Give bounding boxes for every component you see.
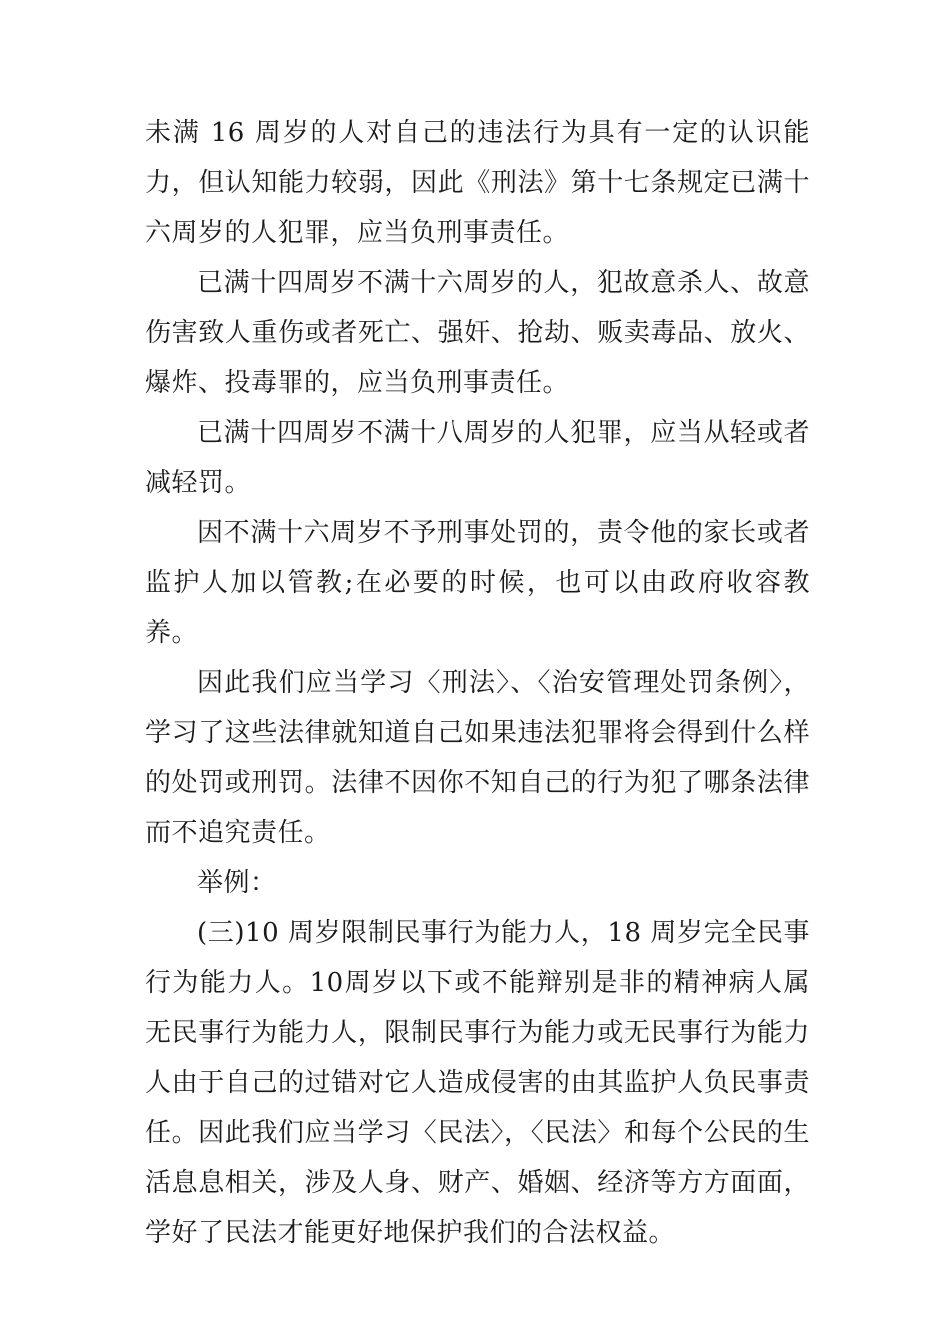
paragraph-6: 举例： bbox=[197, 868, 277, 898]
paragraph-7: (三)10 周岁限制民事行为能力人，18 周岁完全民事行为能力人。10周岁以下或不能辩别是非的精神病人属无民事行为能力人，限制民事行为能力或无民事行为能力人由于自己的过错对它人造成侵害的由其监护人负民事责任。因此我们应当学习〈民法〉，〈民法〉和每个公民的生活息息相关，涉及人身、财产、婚姻、经济等方方面面，学好了民法才能更好地保护我们的合法权益。 bbox=[145, 918, 810, 1248]
paragraph-4: 因不满十六周岁不予刑事处罚的，责令他的家长或者监护人加以管教;在必要的时候，也可以由政府收容教养。 bbox=[145, 518, 810, 648]
paragraph-3: 已满十四周岁不满十八周岁的人犯罪，应当从轻或者减轻罚。 bbox=[145, 418, 810, 498]
body-text bbox=[145, 108, 810, 1258]
paragraph-1: 未满 16 周岁的人对自己的违法行为具有一定的认识能力，但认知能力较弱，因此《刑法》第十七条规定已满十六周岁的人犯罪，应当负刑事责任。 bbox=[145, 118, 810, 248]
paragraph-5: 因此我们应当学习〈刑法〉、〈治安管理处罚条例〉，学习了这些法律就知道自己如果违法犯罪将会得到什么样的处罚或刑罚。法律不因你不知自己的行为犯了哪条法律而不追究责任。 bbox=[145, 668, 810, 848]
paragraph-2: 已满十四周岁不满十六周岁的人，犯故意杀人、故意伤害致人重伤或者死亡、强奸、抢劫、贩卖毒品、放火、爆炸、投毒罪的，应当负刑事责任。 bbox=[145, 268, 810, 398]
